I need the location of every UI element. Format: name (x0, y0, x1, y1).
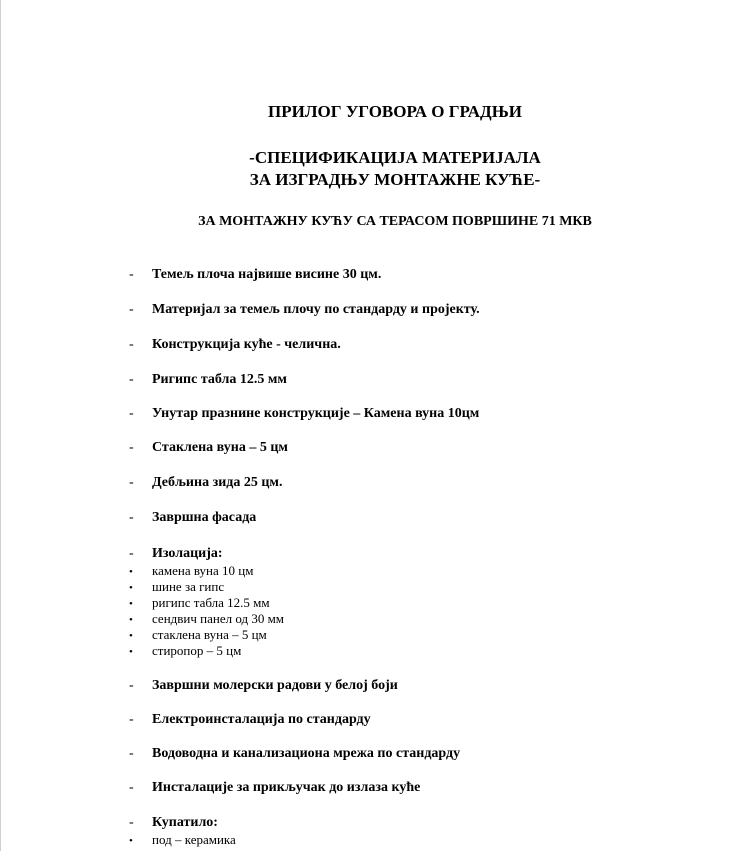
spec-item (129, 746, 460, 762)
item-text: Инсталације за прикључак до излаза куће (152, 780, 421, 795)
insulation-subitem (129, 643, 241, 660)
spec-item (129, 267, 381, 283)
bullet-icon: • (129, 614, 133, 626)
spec-item (129, 337, 341, 353)
spec-item (129, 712, 371, 728)
dash-marker: - (129, 746, 134, 761)
page-edge (0, 0, 1, 851)
spec-item (129, 678, 398, 694)
dash-marker: - (129, 712, 134, 727)
spec-item (129, 302, 480, 318)
subtitle-line-2: ЗА ИЗГРАДЊУ МОНТАЖНЕ КУЋЕ- (249, 170, 541, 189)
item-text: Водоводна и канализациона мрежа по стандарду (152, 746, 461, 761)
dash-marker: - (129, 267, 134, 282)
insulation-subitem (129, 627, 267, 644)
insulation-subitem (129, 611, 284, 628)
item-text: сендвич панел од 30 мм (152, 611, 285, 626)
document-title: ПРИЛОГ УГОВОРА О ГРАДЊИ (268, 102, 522, 121)
bullet-icon: • (129, 598, 133, 610)
bullet-icon: • (129, 630, 133, 642)
dash-marker: - (129, 372, 134, 387)
dash-marker: - (129, 337, 134, 352)
dash-marker: - (129, 678, 134, 693)
insulation-subitem (129, 563, 253, 580)
spec-item (129, 780, 420, 796)
insulation-subitem (129, 595, 270, 612)
spec-item (129, 546, 223, 562)
item-text: Завршна фасада (152, 510, 257, 525)
spec-item (129, 372, 287, 388)
insulation-subitem (129, 579, 224, 596)
item-text: ригипс табла 12.5 мм (152, 595, 270, 610)
item-text: Електроинсталација по стандарду (152, 712, 371, 727)
bullet-icon: • (129, 566, 133, 578)
dash-marker: - (129, 780, 134, 795)
bullet-icon: • (129, 835, 133, 847)
item-text: Ригипс табла 12.5 мм (152, 372, 287, 387)
spec-item (129, 815, 218, 831)
item-text: Дебљина зида 25 цм. (152, 475, 283, 490)
spec-item (129, 440, 288, 456)
item-text: Завршни молерски радови у белој боји (152, 678, 398, 693)
dash-marker: - (129, 440, 134, 455)
item-text: стаклена вуна – 5 цм (152, 627, 267, 642)
subtitle-line-1: -СПЕЦИФИКАЦИЈА МАТЕРИЈАЛА (249, 148, 541, 167)
item-text: Стаклена вуна – 5 цм (152, 440, 288, 455)
item-text: Конструкција куће - челична. (152, 337, 341, 352)
item-text: камена вуна 10 цм (152, 563, 254, 578)
dash-marker: - (129, 302, 134, 317)
spec-item (129, 475, 282, 491)
section-heading: ЗА МОНТАЖНУ КУЋУ СА ТЕРАСОМ ПОВРШИНЕ 71 МКВ (198, 214, 592, 229)
dash-marker: - (129, 815, 134, 830)
dash-marker: - (129, 406, 134, 421)
dash-marker: - (129, 546, 134, 561)
item-text: Темељ плоча највише висине 30 цм. (152, 267, 382, 282)
item-text: Материјал за темељ плочу по стандарду и пројекту. (152, 302, 480, 317)
item-text: стиропор – 5 цм (152, 643, 242, 658)
item-text: Унутар празнине конструкције – Камена вуна 10цм (152, 406, 480, 421)
bullet-icon: • (129, 582, 133, 594)
dash-marker: - (129, 475, 134, 490)
item-text: Изолација: (152, 546, 223, 561)
item-text: шине за гипс (152, 579, 225, 594)
spec-item (129, 510, 256, 526)
bullet-icon: • (129, 646, 133, 658)
spec-item (129, 406, 479, 422)
dash-marker: - (129, 510, 134, 525)
bathroom-subitem (129, 832, 236, 849)
item-text: Купатило: (152, 815, 218, 830)
item-text: под – керамика (152, 832, 236, 847)
